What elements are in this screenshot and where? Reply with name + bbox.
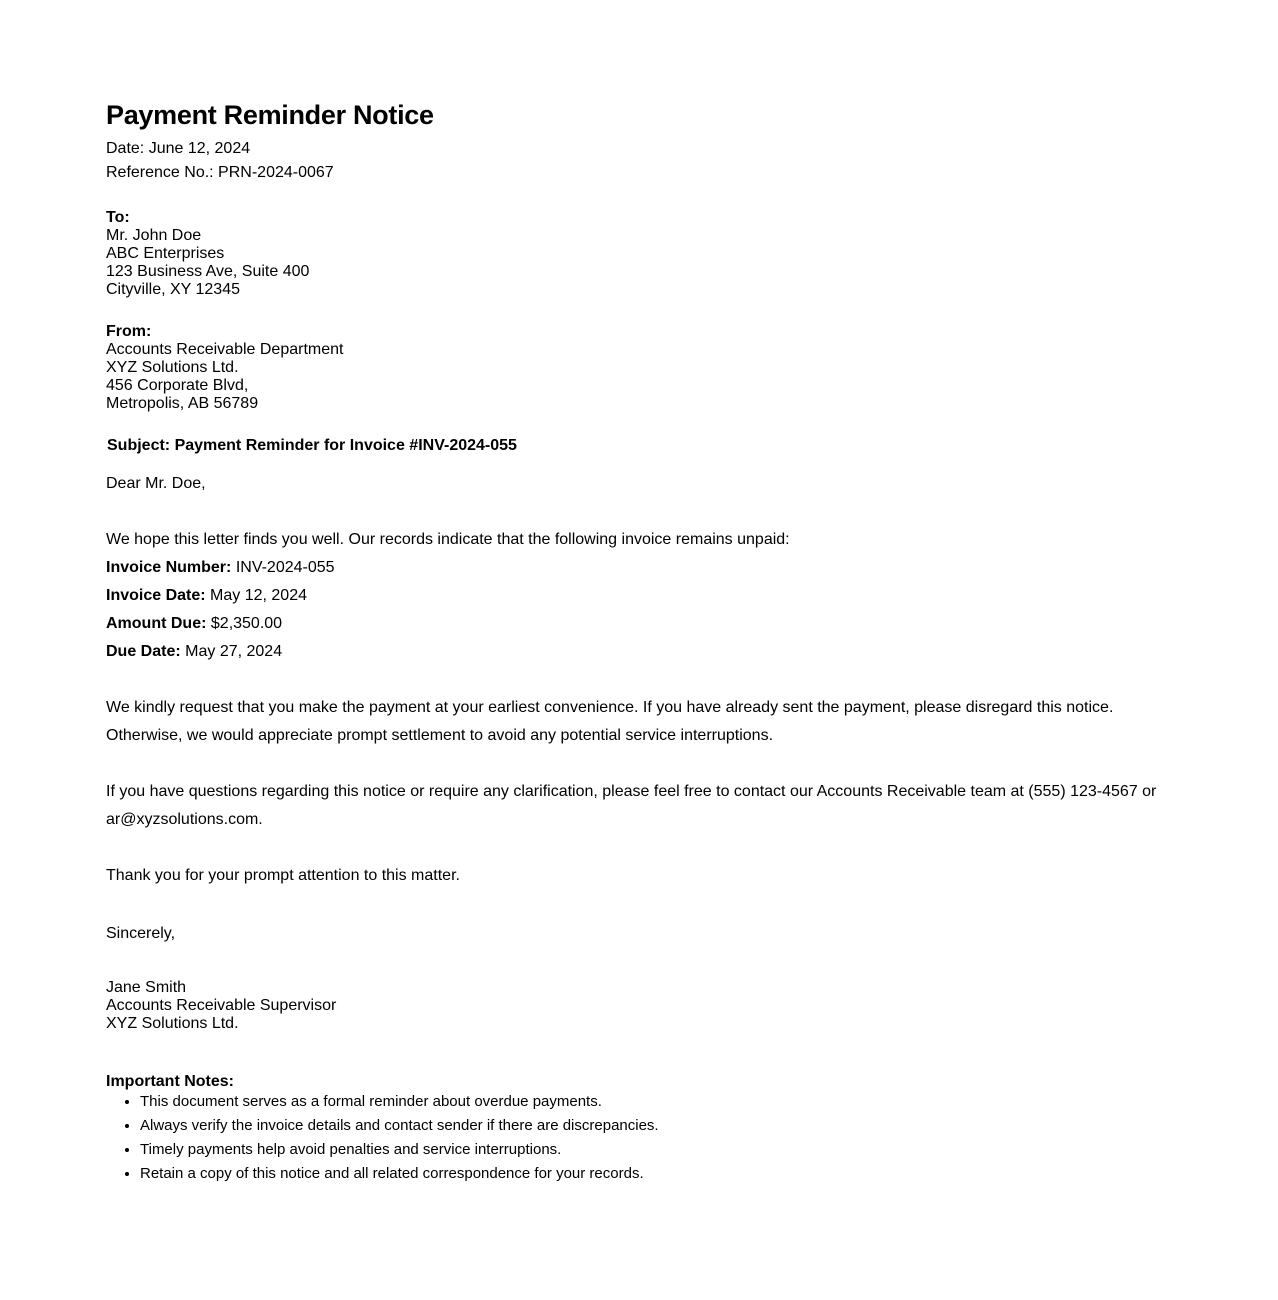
invoice-number-row <box>106 559 335 577</box>
greeting: Dear Mr. Doe, <box>106 475 206 492</box>
list-item: • Retain a copy of this notice and all related correspondence for your records. <box>140 1162 659 1186</box>
due-date-row <box>106 643 282 661</box>
sender-label: From: <box>106 323 152 340</box>
page-title: Payment Reminder Notice <box>106 100 434 130</box>
recipient-name: Mr. John Doe <box>106 227 202 244</box>
sender-city: Metropolis, AB 56789 <box>106 395 259 412</box>
sender-street: 456 Corporate Blvd, <box>106 377 249 394</box>
signer-company: XYZ Solutions Ltd. <box>106 1015 239 1032</box>
recipient-label: To: <box>106 209 130 226</box>
notice-date: Date: June 12, 2024 <box>106 140 251 157</box>
signature-block <box>106 979 336 1033</box>
due-date-value: May 27, 2024 <box>185 643 283 660</box>
recipient-block <box>106 209 309 299</box>
request-paragraph: We kindly request that you make the payment at your earliest convenience. If you have already sent the payment, please disregard this notice. Otherwise, we would appreciate prompt settlement to avoid any potential service interruptions. <box>106 699 1114 744</box>
amount-due-row <box>106 615 282 633</box>
notes-list <box>106 1090 659 1186</box>
sender-block <box>106 323 343 413</box>
invoice-date-label: Invoice Date: <box>106 587 206 604</box>
recipient-street: 123 Business Ave, Suite 400 <box>106 263 310 280</box>
amount-due-label: Amount Due: <box>106 615 207 632</box>
sender-department: Accounts Receivable Department <box>106 341 344 358</box>
invoice-number-label: Invoice Number: <box>106 559 232 576</box>
amount-due-value: $2,350.00 <box>210 615 283 632</box>
notes-title: Important Notes: <box>106 1073 234 1090</box>
subject-line: Subject: Payment Reminder for Invoice #INV-2024-055 <box>107 437 517 454</box>
due-date-label: Due Date: <box>106 643 181 660</box>
reference-number: Reference No.: PRN-2024-0067 <box>106 164 334 181</box>
intro-paragraph: We hope this letter finds you well. Our records indicate that the following invoice remains unpaid: <box>106 531 790 548</box>
thanks-paragraph: Thank you for your prompt attention to this matter. <box>106 867 460 884</box>
signer-title: Accounts Receivable Supervisor <box>106 997 337 1014</box>
sender-company: XYZ Solutions Ltd. <box>106 359 239 376</box>
signer-name: Jane Smith <box>106 979 187 996</box>
list-item: • Timely payments help avoid penalties and service interruptions. <box>140 1138 659 1162</box>
recipient-city: Cityville, XY 12345 <box>106 281 240 298</box>
invoice-date-value: May 12, 2024 <box>210 587 307 604</box>
invoice-date-row <box>106 587 307 605</box>
recipient-company: ABC Enterprises <box>106 245 225 262</box>
contact-paragraph: If you have questions regarding this notice or require any clarification, please feel free to contact our Accounts Receivable team at (555) 123-4567 or ar@xyzsolutions.com. <box>106 783 1157 828</box>
list-item: • This document serves as a formal reminder about overdue payments. <box>140 1090 659 1114</box>
list-item: • Always verify the invoice details and contact sender if there are discrepancies. <box>140 1114 659 1138</box>
invoice-number-value: INV-2024-055 <box>235 559 335 576</box>
closing-salutation: Sincerely, <box>106 925 176 942</box>
